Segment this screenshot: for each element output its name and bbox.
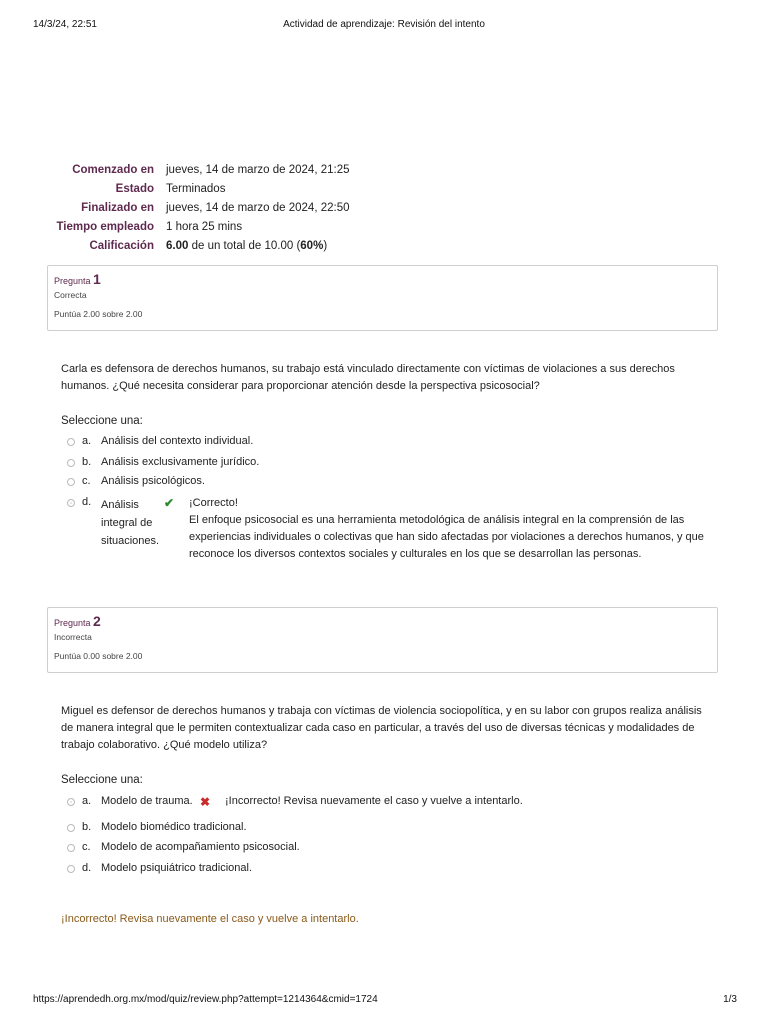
summary-value: jueves, 14 de marzo de 2024, 22:50	[166, 201, 350, 214]
grade-mid: de un total de 10.00 (	[188, 239, 301, 252]
answer-option-a[interactable]	[67, 795, 193, 807]
summary-label: Tiempo empleado	[56, 220, 154, 233]
option-text: Modelo de acompañamiento psicosocial.	[101, 841, 300, 853]
answer-feedback: ¡Incorrecto! Revisa nuevamente el caso y vuelve a intentarlo.	[225, 795, 523, 807]
radio-icon[interactable]	[67, 499, 75, 507]
print-date: 14/3/24, 22:51	[33, 19, 97, 30]
summary-value	[166, 240, 327, 252]
question-text: Miguel es defensor de derechos humanos y trabaja con víctimas de violencia sociopolítica, y en su labor con grupos realiza análisis de manera integral que le permiten contextualizar cada caso en particular, a través del uso de diversas técnicas y modalidades de trabajo colaborativo. ¿Qué modelo utiliza?	[61, 705, 702, 751]
question-text: Carla es defensora de derechos humanos, su trabajo está vinculado directamente con víctimas de violaciones a sus derechos humanos. ¿Qué necesita considerar para proporcionar atención desde la perspectiva psicosocial?	[61, 363, 675, 392]
answer-option-d[interactable]	[67, 496, 165, 550]
radio-icon[interactable]	[67, 844, 75, 852]
grade-percent: 60%	[300, 239, 324, 252]
question-info-1	[47, 265, 718, 331]
option-text: Análisis exclusivamente jurídico.	[101, 456, 260, 468]
answer-option-b[interactable]	[67, 456, 259, 468]
question-number-value: 1	[93, 271, 101, 287]
answer-prompt: Seleccione una:	[61, 774, 143, 786]
cross-icon: ✖	[200, 795, 211, 809]
summary-row-started	[40, 160, 350, 179]
grade-score: 6.00	[166, 239, 189, 252]
summary-value: Terminados	[166, 182, 226, 195]
option-letter: d.	[82, 862, 92, 874]
summary-row-time	[40, 217, 350, 236]
answer-option-c[interactable]	[67, 475, 205, 487]
option-text: Modelo de trauma.	[101, 795, 193, 807]
option-text: Análisis psicológicos.	[101, 475, 205, 487]
summary-label: Calificación	[89, 239, 154, 252]
radio-icon[interactable]	[67, 438, 75, 446]
page-title: Actividad de aprendizaje: Revisión del intento	[283, 19, 485, 30]
option-letter: a.	[82, 435, 92, 447]
summary-row-finished	[40, 198, 350, 217]
option-text: Modelo psiquiátrico tradicional.	[101, 862, 253, 874]
answer-option-a[interactable]	[67, 435, 253, 447]
question-number-value: 2	[93, 613, 101, 629]
radio-icon[interactable]	[67, 459, 75, 467]
question-info-2	[47, 607, 718, 673]
option-letter: d.	[82, 496, 92, 508]
question-grade: Puntúa 2.00 sobre 2.00	[54, 309, 143, 319]
question-state: Correcta	[54, 290, 87, 300]
option-text: Análisis integral de situaciones.	[101, 499, 160, 547]
question-state: Incorrecta	[54, 632, 92, 642]
option-letter: b.	[82, 456, 92, 468]
summary-row-state	[40, 179, 350, 198]
footer-page-number: 1/3	[723, 994, 737, 1005]
footer-url: https://aprendedh.org.mx/mod/quiz/review.php?attempt=1214364&cmid=1724	[33, 994, 378, 1005]
radio-icon[interactable]	[67, 798, 75, 806]
option-letter: c.	[82, 475, 91, 487]
answer-prompt: Seleccione una:	[61, 415, 143, 427]
summary-label: Comenzado en	[72, 163, 154, 176]
feedback-body: El enfoque psicosocial es una herramienta metodológica de análisis integral en la comprensión de las experiencias individuales o colectivas que han sido afectadas por violaciones a derechos humanos, y que reconoce los diversos contextos sociales y culturales en los que se desarrollan las personas.	[189, 514, 704, 560]
option-letter: b.	[82, 821, 92, 833]
answer-option-b[interactable]	[67, 821, 247, 833]
summary-label: Finalizado en	[81, 201, 154, 214]
radio-icon[interactable]	[67, 865, 75, 873]
option-letter: a.	[82, 795, 92, 807]
summary-value: 1 hora 25 mins	[166, 220, 243, 233]
option-letter: c.	[82, 841, 91, 853]
question-label: Pregunta	[54, 276, 91, 286]
answer-option-d[interactable]	[67, 862, 252, 874]
question-grade: Puntúa 0.00 sobre 2.00	[54, 651, 143, 661]
feedback-title: ¡Correcto!	[189, 497, 238, 509]
answer-option-c[interactable]	[67, 841, 300, 853]
question-number	[54, 271, 711, 287]
grade-end: )	[323, 239, 328, 252]
check-icon: ✔	[164, 496, 175, 510]
option-text: Análisis del contexto individual.	[101, 435, 254, 447]
summary-label: Estado	[115, 182, 154, 195]
radio-icon[interactable]	[67, 478, 75, 486]
attempt-summary	[40, 160, 350, 255]
option-text: Modelo biomédico tradicional.	[101, 821, 247, 833]
answer-feedback	[189, 495, 709, 563]
summary-value: jueves, 14 de marzo de 2024, 21:25	[166, 163, 350, 176]
question-label: Pregunta	[54, 618, 91, 628]
question-number	[54, 613, 711, 629]
summary-row-grade	[40, 236, 350, 255]
general-feedback: ¡Incorrecto! Revisa nuevamente el caso y vuelve a intentarlo.	[61, 913, 359, 925]
radio-icon[interactable]	[67, 824, 75, 832]
